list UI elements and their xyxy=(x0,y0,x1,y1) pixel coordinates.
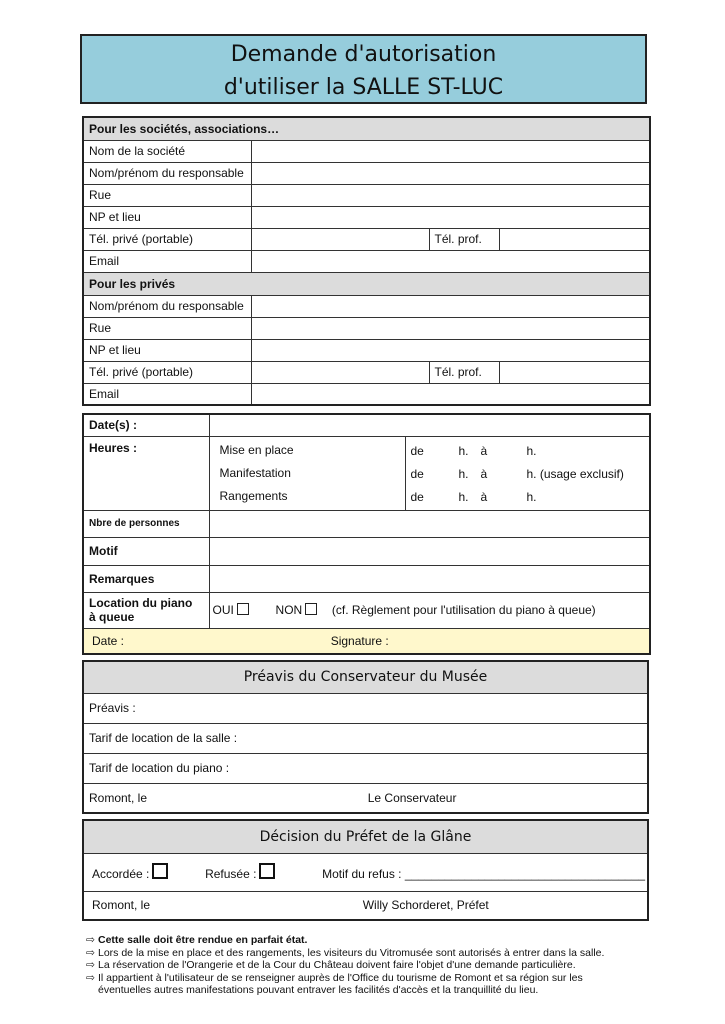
piano-non-label: NON xyxy=(275,603,303,617)
note-4: ⇨ Il appartient à l'utilisateur de se renseigner auprès de l'Office du tourisme de Romont et sa région sur les xyxy=(86,971,583,984)
applicant-table xyxy=(82,116,651,406)
label-np-lieu: NP et lieu xyxy=(83,206,251,228)
field-prive-rue[interactable] xyxy=(251,317,650,339)
heures-times[interactable]: de h. à h. de h. à h. (usage exclusif) de h. à h. xyxy=(405,436,650,510)
field-prive-email[interactable] xyxy=(251,383,650,405)
field-remarques[interactable] xyxy=(209,565,650,592)
label-prive-email: Email xyxy=(83,383,251,405)
prefet-signature-row[interactable] xyxy=(83,891,648,920)
refusee-checkbox[interactable] xyxy=(259,863,275,879)
activity-mise-en-place: Mise en place xyxy=(219,442,294,457)
prefet-table xyxy=(82,819,649,921)
tarif-piano-field[interactable] xyxy=(83,753,648,783)
activity-manifestation: Manifestation xyxy=(219,465,291,480)
field-nom-responsable[interactable] xyxy=(251,162,650,184)
field-np-lieu[interactable] xyxy=(251,206,650,228)
field-rue[interactable] xyxy=(251,184,650,206)
date-label: Date : xyxy=(92,633,125,648)
field-tel-prof[interactable] xyxy=(499,228,650,250)
label-piano: Location du piano à queue xyxy=(83,592,209,628)
accordee-label: Accordée : xyxy=(92,867,150,881)
conservateur-romont: Romont, le xyxy=(89,790,148,805)
note-1: ⇨ Cette salle doit être rendue en parfait état. xyxy=(86,934,308,946)
label-nom-responsable: Nom/prénom du responsable xyxy=(83,162,251,184)
label-dates: Date(s) : xyxy=(83,414,209,436)
field-nom-societe[interactable] xyxy=(251,140,650,162)
conservateur-signature-row[interactable] xyxy=(83,783,648,813)
prefet-heading: Décision du Préfet de la Glâne xyxy=(83,820,648,853)
preavis-label: Préavis : xyxy=(89,701,136,715)
label-nom-societe: Nom de la société xyxy=(83,140,251,162)
societes-heading: Pour les sociétés, associations… xyxy=(83,117,650,140)
label-prive-rue: Rue xyxy=(83,317,251,339)
piano-non-checkbox[interactable] xyxy=(305,603,317,615)
field-email[interactable] xyxy=(251,250,650,272)
label-prive-nom-responsable: Nom/prénom du responsable xyxy=(83,295,251,317)
field-prive-nom-responsable[interactable] xyxy=(251,295,650,317)
conservateur-table xyxy=(82,660,649,814)
piano-note: (cf. Règlement pour l'utilisation du piano à queue) xyxy=(331,603,596,617)
motif-refus-field[interactable]: Motif du refus : ____________________________________ xyxy=(322,867,646,881)
label-prive-np-lieu: NP et lieu xyxy=(83,339,251,361)
label-nbre-personnes: Nbre de personnes xyxy=(83,510,209,537)
label-tel-prive: Tél. privé (portable) xyxy=(83,228,251,250)
prefet-signataire: Willy Schorderet, Préfet xyxy=(362,898,489,913)
field-prive-tel-prof[interactable] xyxy=(499,361,650,383)
refusee-label: Refusée : xyxy=(205,867,257,881)
prefet-decision-row xyxy=(83,853,648,891)
label-prive-tel-prive: Tél. privé (portable) xyxy=(83,361,251,383)
piano-options xyxy=(209,592,650,628)
field-prive-tel-prive[interactable] xyxy=(251,361,429,383)
event-table xyxy=(82,413,651,655)
form-title-line-1: Demande d'autorisation xyxy=(230,42,497,67)
arrow-right-icon: ⇨ xyxy=(86,959,95,971)
label-tel-prof: Tél. prof. xyxy=(429,228,499,250)
field-dates[interactable] xyxy=(209,414,650,436)
field-prive-np-lieu[interactable] xyxy=(251,339,650,361)
field-tel-prive[interactable] xyxy=(251,228,429,250)
conservateur-signataire: Le Conservateur xyxy=(367,790,457,805)
form-title-line-2: d'utiliser la SALLE ST-LUC xyxy=(223,75,504,100)
label-rue: Rue xyxy=(83,184,251,206)
preavis-field[interactable] xyxy=(83,693,648,723)
heures-activities xyxy=(209,436,405,510)
tarif-salle-field[interactable] xyxy=(83,723,648,753)
arrow-right-icon: ⇨ xyxy=(86,971,95,984)
arrow-right-icon: ⇨ xyxy=(86,946,95,959)
field-nbre-personnes[interactable] xyxy=(209,510,650,537)
conservateur-heading: Préavis du Conservateur du Musée xyxy=(83,661,648,693)
label-remarques: Remarques xyxy=(83,565,209,592)
tarif-piano-label: Tarif de location du piano : xyxy=(89,761,230,775)
notes xyxy=(86,934,646,997)
tarif-salle-label: Tarif de location de la salle : xyxy=(89,731,238,745)
label-motif: Motif xyxy=(83,537,209,565)
date-signature-row[interactable] xyxy=(83,628,650,654)
prefet-romont: Romont, le xyxy=(92,898,151,913)
arrow-right-icon: ⇨ xyxy=(86,934,95,946)
form-title-box xyxy=(80,34,647,104)
accordee-checkbox[interactable] xyxy=(152,863,168,879)
note-2: ⇨ Lors de la mise en place et des rangements, les visiteurs du Vitromusée sont autorisés à entrer dans la salle. xyxy=(86,946,605,959)
piano-oui-label: OUI xyxy=(212,603,234,617)
activity-rangements: Rangements xyxy=(219,488,288,503)
label-heures: Heures : xyxy=(83,436,209,510)
field-motif[interactable] xyxy=(209,537,650,565)
note-3: ⇨ La réservation de l'Orangerie et de la Cour du Château doivent faire l'objet d'une demande particulière. xyxy=(86,959,576,971)
piano-oui-checkbox[interactable] xyxy=(237,603,249,615)
prives-heading: Pour les privés xyxy=(83,272,650,295)
signature-label: Signature : xyxy=(330,633,389,648)
note-4-continued: éventuelles autres manifestations pouvant entraver les facilités d'accès et la tranquillité du lieu. xyxy=(98,984,539,996)
label-prive-tel-prof: Tél. prof. xyxy=(429,361,499,383)
label-email: Email xyxy=(83,250,251,272)
